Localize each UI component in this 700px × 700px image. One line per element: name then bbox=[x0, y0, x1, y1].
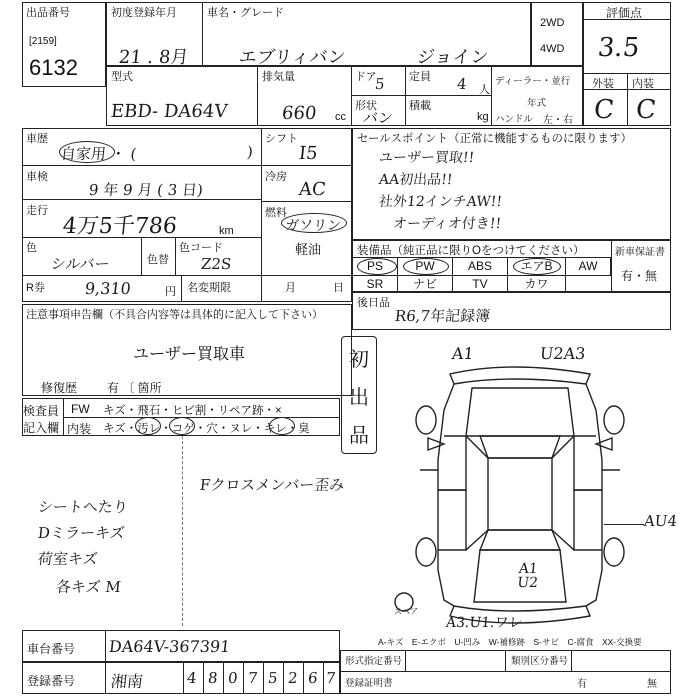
note-cargo-scratch: 荷室キズ bbox=[37, 550, 99, 568]
lot-label: 出品番号 bbox=[26, 7, 70, 19]
recycle-unit: 円 bbox=[165, 286, 176, 298]
history-close: ) bbox=[246, 143, 254, 161]
after-note: R6,7年記録簿 bbox=[394, 307, 492, 325]
equip-leather: カワ bbox=[508, 276, 566, 293]
lot-sub-number: [2159] bbox=[29, 36, 57, 47]
selling-point-3: 社外12インチAW!! bbox=[378, 194, 503, 210]
shaken-label: 登録証明書 bbox=[345, 678, 393, 689]
handle-label: ハンドル bbox=[495, 114, 534, 125]
drive-2wd: 2WD bbox=[540, 17, 565, 29]
inspector-int-label: 内装 bbox=[67, 422, 92, 436]
aircon-label: 冷房 bbox=[265, 171, 287, 183]
inspector-label-2: 記入欄 bbox=[23, 421, 60, 435]
inspection-label: 車検 bbox=[26, 171, 48, 183]
model-value: EBD- DA64V bbox=[109, 101, 229, 122]
diagram-label-front-right: U2A3 bbox=[539, 344, 587, 363]
selling-points-box bbox=[352, 128, 671, 240]
equip-airbag: エアB bbox=[508, 258, 566, 275]
note-frame-crossmember: Fクロスメンバー歪み bbox=[199, 476, 346, 494]
class-number-label: 類別区分番号 bbox=[511, 656, 569, 667]
car-grade-value: ジョイン bbox=[415, 47, 490, 68]
after-label: 後日品 bbox=[357, 297, 390, 309]
inspector-int-items: キズ・汚レ・コゲ・穴・ヌレ・キレ・臭 bbox=[103, 423, 310, 435]
plate-area: 湘南 bbox=[109, 672, 144, 691]
car-damage-diagram bbox=[380, 340, 680, 640]
damage-legend: A-キズ E-エクボ U-凹み W-補修跡 S-サビ C-腐食 XX-交換要 bbox=[378, 637, 642, 647]
doors-label: ドア bbox=[355, 71, 377, 83]
plate-digit-3: 0 bbox=[227, 669, 239, 687]
car-name-label: 車名・グレード bbox=[207, 7, 284, 19]
inspector-box bbox=[22, 398, 340, 436]
grade-ext-value: C bbox=[592, 95, 616, 125]
payload-unit: kg bbox=[477, 111, 489, 123]
after-box bbox=[352, 292, 671, 330]
chassis-box bbox=[22, 630, 340, 662]
type-class-box bbox=[340, 650, 671, 694]
equip-pw: PW bbox=[398, 258, 453, 275]
info-grid bbox=[22, 128, 352, 302]
plate-digit-7: 6 bbox=[307, 669, 319, 687]
shaken-no: 無 bbox=[647, 679, 657, 690]
diagram-label-center: A1 U2 bbox=[516, 561, 539, 591]
recycle-value: 9,310 bbox=[84, 279, 132, 298]
registration-value: 21 . 8月 bbox=[117, 47, 190, 68]
inspector-fw-items: キズ・飛石・ヒビ割・リペア跡・× bbox=[103, 405, 282, 417]
displacement-value: 660 bbox=[280, 103, 318, 124]
lot-box bbox=[22, 2, 106, 87]
stamp-char-3: 品 bbox=[349, 425, 369, 447]
recycle-label: R券 bbox=[26, 282, 45, 294]
type-number-label: 形式指定番号 bbox=[345, 656, 403, 667]
warranty-value: 有・無 bbox=[621, 269, 658, 283]
shift-label: シフト bbox=[265, 133, 298, 145]
inspector-fw-label: FW bbox=[71, 402, 90, 416]
plate-digit-6: 2 bbox=[287, 669, 299, 687]
selling-point-1: ユーザー買取!! bbox=[378, 150, 476, 166]
plate-digit-8: 7 bbox=[325, 669, 337, 687]
mileage-label: 走行 bbox=[26, 205, 48, 217]
plate-box bbox=[22, 662, 340, 694]
name-change-label: 名変期限 bbox=[187, 282, 231, 294]
capacity-value: 4 bbox=[456, 75, 468, 93]
equip-sr: SR bbox=[353, 276, 398, 293]
model-row bbox=[106, 66, 583, 126]
dealer-label: ディーラー・並行 bbox=[495, 76, 571, 87]
diagram-label-right-side: AU4 bbox=[643, 512, 678, 530]
shape-value: バン bbox=[362, 109, 394, 127]
name-change-day: 日 bbox=[333, 282, 344, 294]
equip-navi: ナビ bbox=[398, 276, 453, 293]
registration-label: 初度登録年月 bbox=[111, 7, 177, 19]
selling-points-label: セールスポイント（正常に機能するものに限ります） bbox=[357, 133, 632, 145]
notes-text: ユーザー買取車 bbox=[133, 346, 246, 363]
history-label: 車歴 bbox=[26, 133, 48, 145]
aircon-value: AC bbox=[297, 179, 327, 200]
grade-label: 評価点 bbox=[606, 6, 643, 20]
chassis-label: 車台番号 bbox=[27, 642, 76, 656]
equip-ps: PS bbox=[353, 258, 398, 275]
color-code-value: Z2S bbox=[200, 255, 233, 273]
selling-point-2: AA初出品!! bbox=[378, 172, 454, 188]
lot-number: 6132 bbox=[29, 55, 78, 80]
history-value: 自家用 ・ ( bbox=[60, 145, 138, 163]
grade-int-label: 内装 bbox=[632, 78, 654, 90]
color-value: シルバー bbox=[50, 255, 111, 273]
diagram-label-rear: A3.U1.ワレ bbox=[445, 615, 524, 631]
capacity-unit: 人 bbox=[479, 84, 490, 96]
first-listing-stamp bbox=[341, 336, 377, 454]
fuel-diesel: 軽油 bbox=[295, 242, 322, 257]
color-label: 色 bbox=[26, 242, 37, 254]
car-name-value: エブリィバン bbox=[237, 47, 347, 68]
warranty-label: 新車保証書 bbox=[615, 247, 665, 258]
color-tone-label: 色替 bbox=[147, 254, 169, 266]
fuel-gasoline: ガソリン bbox=[284, 218, 342, 234]
header-box bbox=[106, 2, 531, 66]
shape-label: 形状 bbox=[355, 100, 377, 112]
doors-value: 5 bbox=[374, 75, 386, 93]
equip-aw: AW bbox=[566, 258, 611, 275]
shaken-yes: 有 bbox=[577, 679, 587, 690]
shift-value: I5 bbox=[297, 143, 319, 164]
grade-ext-label: 外装 bbox=[592, 78, 614, 90]
displacement-label: 排気量 bbox=[262, 71, 295, 83]
model-label: 型式 bbox=[111, 71, 133, 83]
stamp-char-1: 初 bbox=[349, 349, 369, 371]
note-various-scratch: 各キズ M bbox=[55, 578, 122, 596]
drive-4wd: 4WD bbox=[540, 43, 565, 55]
handle-options: 左・右 bbox=[543, 115, 573, 126]
plate-digit-1: 4 bbox=[186, 669, 198, 687]
equip-tv: TV bbox=[453, 276, 508, 293]
plate-label: 登録番号 bbox=[27, 674, 76, 688]
displacement-unit: cc bbox=[335, 111, 346, 123]
diagram-label-front-left: A1 bbox=[451, 344, 475, 363]
note-dmirror-scratch: Dミラーキズ bbox=[37, 524, 126, 542]
repair-label: 修復歴 bbox=[41, 381, 78, 395]
note-seat-wear: シートへたり bbox=[37, 498, 129, 516]
repair-value: 有 〔 箇所 bbox=[107, 381, 162, 395]
equip-abs: ABS bbox=[453, 258, 508, 275]
selling-point-4: オーディオ付き!! bbox=[392, 216, 502, 232]
chassis-value: DA64V-367391 bbox=[108, 637, 232, 656]
drive-box bbox=[531, 2, 583, 66]
color-code-label: 色コード bbox=[179, 242, 223, 254]
grade-score: 3.5 bbox=[596, 33, 641, 63]
plate-digit-4: 7 bbox=[247, 669, 259, 687]
stamp-char-2: 出 bbox=[349, 387, 369, 409]
equipment-box bbox=[352, 240, 671, 292]
name-change-month: 月 bbox=[285, 282, 296, 294]
grade-int-value: C bbox=[634, 95, 658, 125]
diagram-spare-label: スペア bbox=[394, 607, 418, 616]
inspection-value: 9 年 9 月 ( 3 日) bbox=[88, 181, 204, 199]
capacity-label: 定員 bbox=[409, 71, 431, 83]
payload-label: 積載 bbox=[409, 100, 431, 112]
year-label: 年式 bbox=[527, 98, 547, 109]
mileage-unit: km bbox=[219, 225, 234, 237]
notes-label: 注意事項申告欄（不具合内容等は具体的に記入して下さい） bbox=[26, 309, 323, 321]
mileage-value: 4万5千786 bbox=[61, 214, 179, 239]
inspector-label-1: 検査員 bbox=[23, 404, 60, 418]
plate-digit-2: 8 bbox=[207, 669, 219, 687]
fuel-label: 燃料 bbox=[265, 207, 287, 219]
grade-box bbox=[583, 2, 671, 126]
plate-digit-5: 5 bbox=[267, 669, 279, 687]
equipment-label: 装備品（純正品に限りOをつけてください） bbox=[357, 245, 585, 257]
notes-box bbox=[22, 304, 352, 396]
